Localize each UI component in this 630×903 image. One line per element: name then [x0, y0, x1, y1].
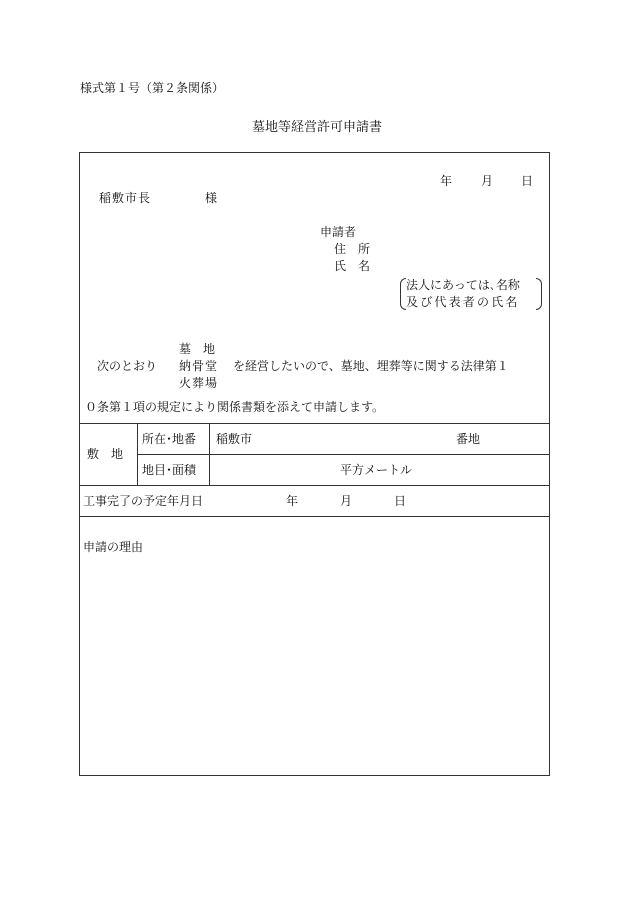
divider-completion	[79, 516, 550, 517]
reason-label: 申請の理由	[83, 540, 144, 554]
corp-note-line1: 法人にあっては､名称	[406, 278, 520, 292]
option-cemetery: 墓 地	[179, 342, 216, 356]
divider-site-label	[137, 423, 138, 485]
completion-day: 日	[394, 494, 407, 508]
lot-suffix: 番地	[456, 432, 481, 446]
address-label: 住 所	[334, 242, 371, 256]
completion-month: 月	[340, 494, 353, 508]
date-day: 日	[521, 174, 534, 188]
bracket-right	[536, 278, 542, 310]
completion-label: 工事完了の予定年月日	[83, 494, 204, 508]
applicant-label: 申請者	[320, 225, 357, 239]
option-crematorium: 火葬場	[179, 376, 219, 390]
category-area-label: 地目･面積	[142, 463, 197, 477]
statement-line2: ０条第１項の規定により関係書類を添えて申請します。	[85, 400, 385, 414]
form-title: 墓地等経営許可申請書	[252, 120, 383, 135]
area-unit: 平方メートル	[340, 463, 413, 477]
corp-note-line2: 及び代表者の氏名	[406, 295, 520, 309]
form-number: 様式第１号（第２条関係）	[80, 81, 225, 95]
date-year: 年	[440, 174, 453, 188]
statement-suffix: を経営したいので、墓地、埋葬等に関する法律第１	[233, 359, 509, 373]
option-ossuary: 納骨堂	[179, 359, 219, 373]
statement-prefix: 次のとおり	[97, 359, 158, 373]
site-city: 稲敷市	[216, 432, 253, 446]
name-label: 氏 名	[334, 259, 371, 273]
divider-site-rows	[137, 454, 550, 455]
site-label: 敷 地	[87, 447, 124, 461]
location-label: 所在･地番	[142, 432, 197, 446]
addressee-honorific: 様	[205, 191, 218, 205]
divider-statement	[79, 423, 550, 424]
date-month: 月	[481, 174, 494, 188]
divider-site-bottom	[79, 485, 550, 486]
addressee-name: 稲敷市長	[99, 191, 152, 205]
completion-year: 年	[286, 494, 299, 508]
divider-site-fields	[209, 423, 210, 485]
